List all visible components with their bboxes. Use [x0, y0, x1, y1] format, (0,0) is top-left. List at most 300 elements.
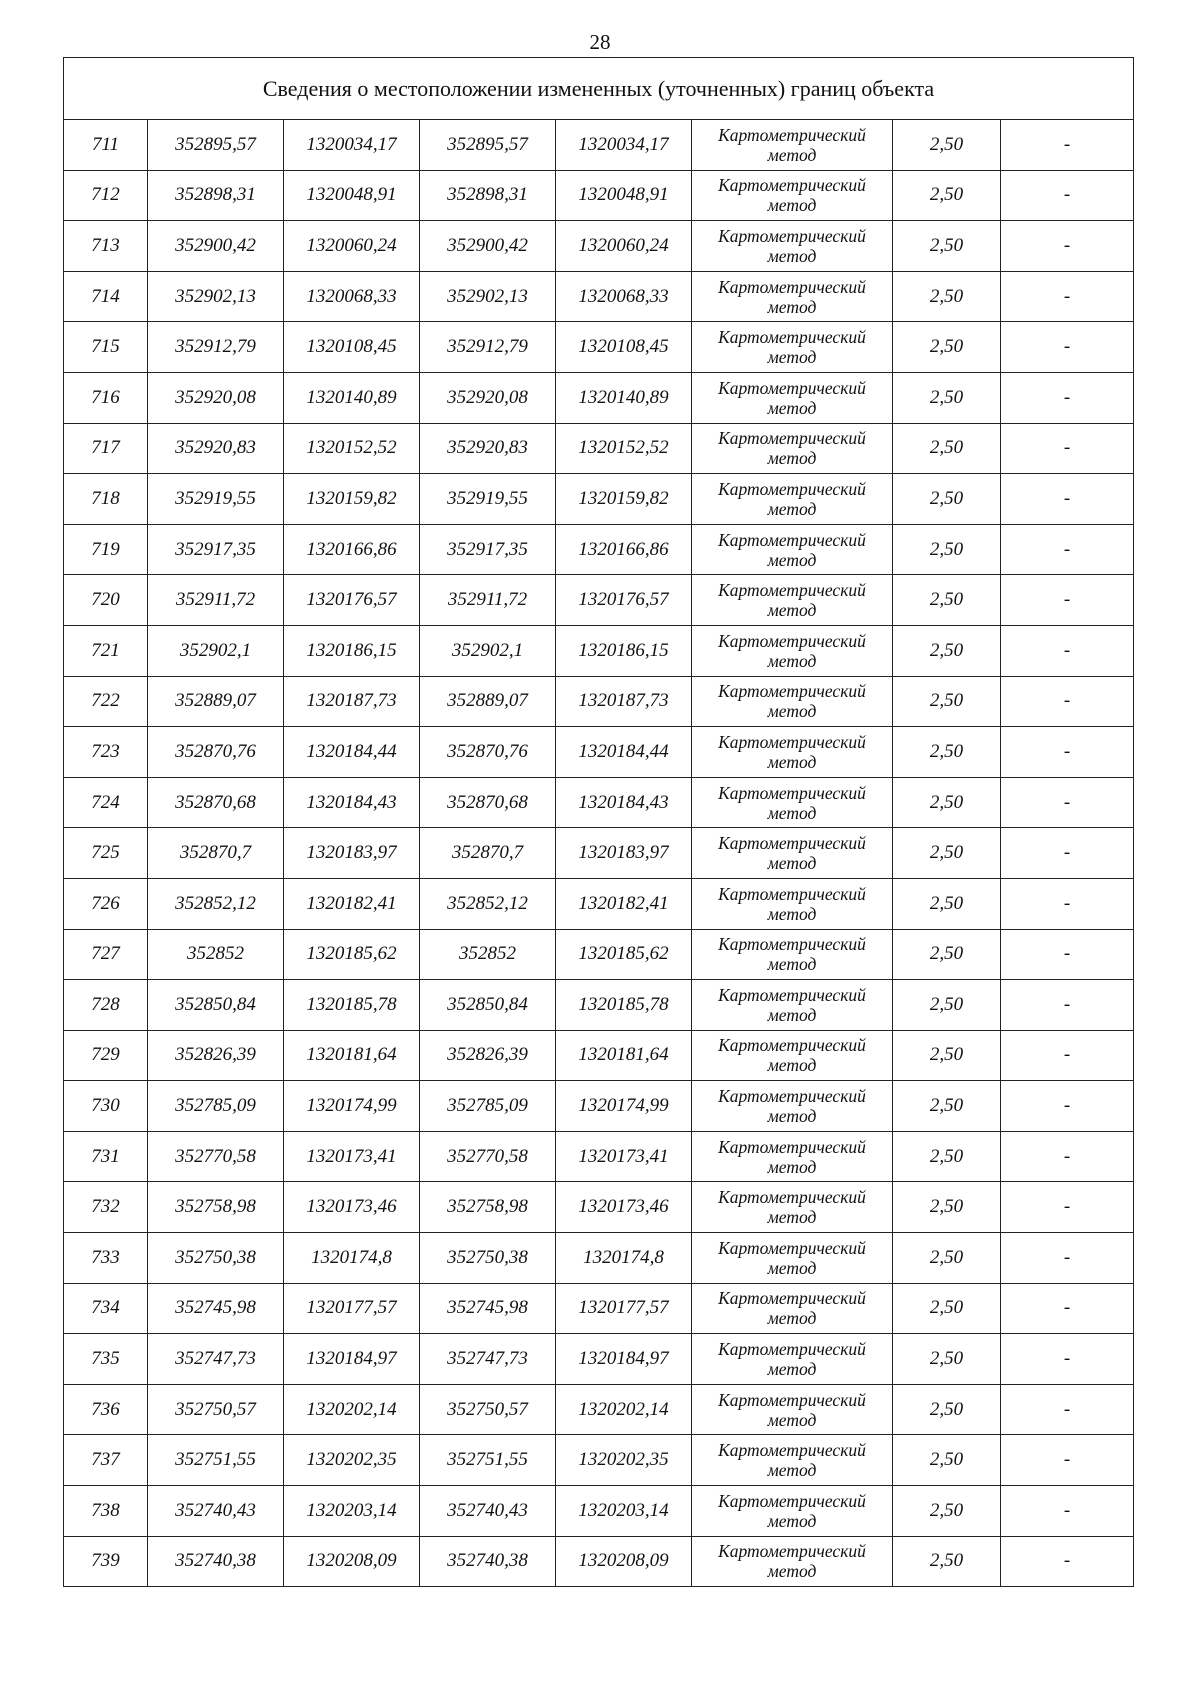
y-existing-cell: 1320166,86	[284, 524, 420, 575]
method-line-2: метод	[767, 701, 817, 722]
x-existing-cell: 352750,57	[148, 1384, 284, 1435]
description-cell: -	[1001, 1283, 1134, 1334]
table-row	[64, 1536, 1134, 1587]
method-line-2: метод	[767, 195, 817, 216]
accuracy-cell: 2,50	[893, 120, 1001, 171]
description-cell: -	[1001, 828, 1134, 879]
y-new-cell: 1320176,57	[556, 575, 692, 626]
y-existing-cell: 1320185,62	[284, 929, 420, 980]
description-cell: -	[1001, 980, 1134, 1031]
table-row	[64, 878, 1134, 929]
y-existing-cell: 1320177,57	[284, 1283, 420, 1334]
point-number-cell: 715	[64, 322, 148, 373]
point-number-cell: 733	[64, 1233, 148, 1284]
x-new-cell: 352758,98	[420, 1182, 556, 1233]
method-cell	[692, 1384, 893, 1435]
x-new-cell: 352747,73	[420, 1334, 556, 1385]
accuracy-cell: 2,50	[893, 1536, 1001, 1587]
x-new-cell: 352902,1	[420, 625, 556, 676]
table-row	[64, 575, 1134, 626]
x-existing-cell: 352870,76	[148, 727, 284, 778]
method-line-1: Картометрический	[718, 731, 866, 752]
y-new-cell: 1320202,35	[556, 1435, 692, 1486]
method-line-1: Картометрический	[718, 833, 866, 854]
accuracy-cell: 2,50	[893, 1233, 1001, 1284]
description-cell: -	[1001, 170, 1134, 221]
point-number-cell: 711	[64, 120, 148, 171]
method-line-2: метод	[767, 1308, 817, 1329]
x-existing-cell: 352919,55	[148, 474, 284, 525]
point-number-cell: 729	[64, 1030, 148, 1081]
method-cell	[692, 727, 893, 778]
x-existing-cell: 352745,98	[148, 1283, 284, 1334]
x-new-cell: 352900,42	[420, 221, 556, 272]
x-new-cell: 352889,07	[420, 676, 556, 727]
method-line-2: метод	[767, 802, 817, 823]
y-new-cell: 1320184,43	[556, 777, 692, 828]
table-row	[64, 777, 1134, 828]
description-cell: -	[1001, 221, 1134, 272]
table-row	[64, 980, 1134, 1031]
y-existing-cell: 1320173,46	[284, 1182, 420, 1233]
accuracy-cell: 2,50	[893, 322, 1001, 373]
accuracy-cell: 2,50	[893, 1435, 1001, 1486]
x-new-cell: 352770,58	[420, 1131, 556, 1182]
y-new-cell: 1320174,99	[556, 1081, 692, 1132]
method-cell	[692, 1182, 893, 1233]
point-number-cell: 734	[64, 1283, 148, 1334]
method-cell	[692, 777, 893, 828]
y-new-cell: 1320186,15	[556, 625, 692, 676]
y-new-cell: 1320183,97	[556, 828, 692, 879]
x-existing-cell: 352850,84	[148, 980, 284, 1031]
method-line-1: Картометрический	[718, 124, 866, 145]
x-existing-cell: 352852,12	[148, 878, 284, 929]
table-row	[64, 625, 1134, 676]
accuracy-cell: 2,50	[893, 1384, 1001, 1435]
x-existing-cell: 352920,08	[148, 372, 284, 423]
accuracy-cell: 2,50	[893, 1081, 1001, 1132]
y-new-cell: 1320185,62	[556, 929, 692, 980]
method-cell	[692, 575, 893, 626]
table-row	[64, 828, 1134, 879]
description-cell: -	[1001, 322, 1134, 373]
y-new-cell: 1320068,33	[556, 271, 692, 322]
x-new-cell: 352902,13	[420, 271, 556, 322]
description-cell: -	[1001, 1131, 1134, 1182]
y-existing-cell: 1320173,41	[284, 1131, 420, 1182]
x-existing-cell: 352870,7	[148, 828, 284, 879]
accuracy-cell: 2,50	[893, 271, 1001, 322]
x-new-cell: 352750,57	[420, 1384, 556, 1435]
method-line-2: метод	[767, 498, 817, 519]
table-caption: Сведения о местоположении измененных (уточненных) границ объекта	[64, 58, 1134, 120]
x-new-cell: 352852	[420, 929, 556, 980]
y-new-cell: 1320208,09	[556, 1536, 692, 1587]
accuracy-cell: 2,50	[893, 1030, 1001, 1081]
method-line-1: Картометрический	[718, 1339, 866, 1360]
method-line-1: Картометрический	[718, 934, 866, 955]
accuracy-cell: 2,50	[893, 828, 1001, 879]
x-existing-cell: 352920,83	[148, 423, 284, 474]
y-existing-cell: 1320202,14	[284, 1384, 420, 1435]
table-row	[64, 423, 1134, 474]
method-line-1: Картометрический	[718, 580, 866, 601]
method-line-1: Картометрический	[718, 1237, 866, 1258]
y-new-cell: 1320187,73	[556, 676, 692, 727]
table-row	[64, 474, 1134, 525]
point-number-cell: 714	[64, 271, 148, 322]
method-cell	[692, 929, 893, 980]
method-line-2: метод	[767, 1207, 817, 1228]
x-new-cell: 352826,39	[420, 1030, 556, 1081]
method-cell	[692, 625, 893, 676]
x-existing-cell: 352911,72	[148, 575, 284, 626]
method-line-2: метод	[767, 600, 817, 621]
method-line-2: метод	[767, 1106, 817, 1127]
point-number-cell: 724	[64, 777, 148, 828]
x-existing-cell: 352785,09	[148, 1081, 284, 1132]
y-existing-cell: 1320068,33	[284, 271, 420, 322]
x-new-cell: 352870,68	[420, 777, 556, 828]
y-new-cell: 1320159,82	[556, 474, 692, 525]
table-caption-row	[64, 58, 1134, 120]
description-cell: -	[1001, 676, 1134, 727]
x-existing-cell: 352740,43	[148, 1486, 284, 1537]
method-cell	[692, 1334, 893, 1385]
y-new-cell: 1320177,57	[556, 1283, 692, 1334]
table-row	[64, 170, 1134, 221]
y-new-cell: 1320181,64	[556, 1030, 692, 1081]
description-cell: -	[1001, 1435, 1134, 1486]
x-existing-cell: 352751,55	[148, 1435, 284, 1486]
method-cell	[692, 1283, 893, 1334]
method-line-1: Картометрический	[718, 1389, 866, 1410]
table-row	[64, 271, 1134, 322]
method-line-1: Картометрический	[718, 1187, 866, 1208]
method-line-2: метод	[767, 1156, 817, 1177]
x-new-cell: 352895,57	[420, 120, 556, 171]
accuracy-cell: 2,50	[893, 980, 1001, 1031]
x-existing-cell: 352912,79	[148, 322, 284, 373]
method-cell	[692, 372, 893, 423]
method-line-2: метод	[767, 296, 817, 317]
accuracy-cell: 2,50	[893, 878, 1001, 929]
boundary-coordinates-table	[63, 57, 1134, 1587]
y-new-cell: 1320034,17	[556, 120, 692, 171]
point-number-cell: 719	[64, 524, 148, 575]
point-number-cell: 731	[64, 1131, 148, 1182]
method-line-1: Картометрический	[718, 630, 866, 651]
point-number-cell: 721	[64, 625, 148, 676]
table-row	[64, 1334, 1134, 1385]
table-row	[64, 1283, 1134, 1334]
x-new-cell: 352852,12	[420, 878, 556, 929]
y-new-cell: 1320184,44	[556, 727, 692, 778]
x-existing-cell: 352747,73	[148, 1334, 284, 1385]
accuracy-cell: 2,50	[893, 575, 1001, 626]
x-new-cell: 352870,7	[420, 828, 556, 879]
point-number-cell: 737	[64, 1435, 148, 1486]
x-new-cell: 352917,35	[420, 524, 556, 575]
method-line-1: Картометрический	[718, 478, 866, 499]
point-number-cell: 718	[64, 474, 148, 525]
method-cell	[692, 1131, 893, 1182]
x-existing-cell: 352770,58	[148, 1131, 284, 1182]
method-line-1: Картометрический	[718, 1440, 866, 1461]
description-cell: -	[1001, 777, 1134, 828]
accuracy-cell: 2,50	[893, 1334, 1001, 1385]
x-new-cell: 352785,09	[420, 1081, 556, 1132]
method-cell	[692, 878, 893, 929]
point-number-cell: 735	[64, 1334, 148, 1385]
x-existing-cell: 352902,1	[148, 625, 284, 676]
method-line-1: Картометрический	[718, 1035, 866, 1056]
accuracy-cell: 2,50	[893, 1283, 1001, 1334]
y-new-cell: 1320048,91	[556, 170, 692, 221]
x-new-cell: 352911,72	[420, 575, 556, 626]
method-line-1: Картометрический	[718, 1136, 866, 1157]
method-line-2: метод	[767, 650, 817, 671]
table-row	[64, 1435, 1134, 1486]
y-existing-cell: 1320060,24	[284, 221, 420, 272]
description-cell: -	[1001, 1334, 1134, 1385]
method-cell	[692, 221, 893, 272]
accuracy-cell: 2,50	[893, 1182, 1001, 1233]
accuracy-cell: 2,50	[893, 1131, 1001, 1182]
method-line-1: Картометрический	[718, 327, 866, 348]
y-existing-cell: 1320176,57	[284, 575, 420, 626]
method-cell	[692, 120, 893, 171]
description-cell: -	[1001, 372, 1134, 423]
method-line-1: Картометрический	[718, 681, 866, 702]
description-cell: -	[1001, 120, 1134, 171]
accuracy-cell: 2,50	[893, 474, 1001, 525]
method-cell	[692, 1081, 893, 1132]
x-existing-cell: 352902,13	[148, 271, 284, 322]
method-line-1: Картометрический	[718, 1086, 866, 1107]
table-row	[64, 676, 1134, 727]
y-new-cell: 1320173,41	[556, 1131, 692, 1182]
point-number-cell: 739	[64, 1536, 148, 1587]
method-cell	[692, 676, 893, 727]
y-existing-cell: 1320183,97	[284, 828, 420, 879]
y-existing-cell: 1320202,35	[284, 1435, 420, 1486]
y-new-cell: 1320060,24	[556, 221, 692, 272]
point-number-cell: 723	[64, 727, 148, 778]
table-row	[64, 1030, 1134, 1081]
method-line-2: метод	[767, 1359, 817, 1380]
y-existing-cell: 1320184,44	[284, 727, 420, 778]
table-row	[64, 221, 1134, 272]
point-number-cell: 725	[64, 828, 148, 879]
method-line-2: метод	[767, 144, 817, 165]
method-cell	[692, 980, 893, 1031]
y-existing-cell: 1320208,09	[284, 1536, 420, 1587]
table-row	[64, 1131, 1134, 1182]
description-cell: -	[1001, 271, 1134, 322]
method-cell	[692, 322, 893, 373]
method-cell	[692, 524, 893, 575]
y-new-cell: 1320166,86	[556, 524, 692, 575]
y-new-cell: 1320140,89	[556, 372, 692, 423]
table-row	[64, 524, 1134, 575]
description-cell: -	[1001, 1384, 1134, 1435]
method-cell	[692, 828, 893, 879]
y-existing-cell: 1320159,82	[284, 474, 420, 525]
x-existing-cell: 352750,38	[148, 1233, 284, 1284]
accuracy-cell: 2,50	[893, 372, 1001, 423]
x-existing-cell: 352895,57	[148, 120, 284, 171]
x-existing-cell: 352889,07	[148, 676, 284, 727]
x-existing-cell: 352870,68	[148, 777, 284, 828]
y-new-cell: 1320173,46	[556, 1182, 692, 1233]
description-cell: -	[1001, 524, 1134, 575]
method-line-1: Картометрический	[718, 1490, 866, 1511]
y-existing-cell: 1320034,17	[284, 120, 420, 171]
y-new-cell: 1320174,8	[556, 1233, 692, 1284]
point-number-cell: 732	[64, 1182, 148, 1233]
method-cell	[692, 170, 893, 221]
method-line-1: Картометрический	[718, 276, 866, 297]
accuracy-cell: 2,50	[893, 423, 1001, 474]
accuracy-cell: 2,50	[893, 170, 1001, 221]
accuracy-cell: 2,50	[893, 625, 1001, 676]
y-new-cell: 1320185,78	[556, 980, 692, 1031]
method-line-2: метод	[767, 347, 817, 368]
method-cell	[692, 423, 893, 474]
method-cell	[692, 1536, 893, 1587]
x-existing-cell: 352852	[148, 929, 284, 980]
table-row	[64, 1486, 1134, 1537]
method-line-1: Картометрический	[718, 984, 866, 1005]
method-line-2: метод	[767, 1055, 817, 1076]
table-row	[64, 322, 1134, 373]
description-cell: -	[1001, 1030, 1134, 1081]
method-line-1: Картометрический	[718, 377, 866, 398]
method-line-2: метод	[767, 448, 817, 469]
method-cell	[692, 1435, 893, 1486]
point-number-cell: 722	[64, 676, 148, 727]
method-line-2: метод	[767, 1561, 817, 1582]
y-existing-cell: 1320174,8	[284, 1233, 420, 1284]
point-number-cell: 713	[64, 221, 148, 272]
method-line-2: метод	[767, 751, 817, 772]
method-line-1: Картометрический	[718, 1541, 866, 1562]
x-new-cell: 352898,31	[420, 170, 556, 221]
y-new-cell: 1320182,41	[556, 878, 692, 929]
method-line-2: метод	[767, 954, 817, 975]
table-row	[64, 372, 1134, 423]
y-existing-cell: 1320184,97	[284, 1334, 420, 1385]
method-line-1: Картометрический	[718, 175, 866, 196]
method-line-2: метод	[767, 1510, 817, 1531]
x-new-cell: 352751,55	[420, 1435, 556, 1486]
method-line-1: Картометрический	[718, 529, 866, 550]
x-new-cell: 352750,38	[420, 1233, 556, 1284]
point-number-cell: 720	[64, 575, 148, 626]
x-new-cell: 352745,98	[420, 1283, 556, 1334]
description-cell: -	[1001, 1182, 1134, 1233]
description-cell: -	[1001, 423, 1134, 474]
method-cell	[692, 474, 893, 525]
y-existing-cell: 1320048,91	[284, 170, 420, 221]
y-existing-cell: 1320186,15	[284, 625, 420, 676]
point-number-cell: 727	[64, 929, 148, 980]
y-new-cell: 1320184,97	[556, 1334, 692, 1385]
description-cell: -	[1001, 474, 1134, 525]
y-existing-cell: 1320187,73	[284, 676, 420, 727]
x-new-cell: 352740,43	[420, 1486, 556, 1537]
method-line-1: Картометрический	[718, 782, 866, 803]
y-new-cell: 1320203,14	[556, 1486, 692, 1537]
x-new-cell: 352850,84	[420, 980, 556, 1031]
point-number-cell: 716	[64, 372, 148, 423]
y-existing-cell: 1320181,64	[284, 1030, 420, 1081]
method-line-2: метод	[767, 903, 817, 924]
page-number: 28	[589, 30, 611, 54]
y-new-cell: 1320152,52	[556, 423, 692, 474]
method-cell	[692, 1030, 893, 1081]
method-cell	[692, 1486, 893, 1537]
y-existing-cell: 1320140,89	[284, 372, 420, 423]
x-new-cell: 352920,08	[420, 372, 556, 423]
accuracy-cell: 2,50	[893, 524, 1001, 575]
table-row	[64, 1384, 1134, 1435]
x-new-cell: 352919,55	[420, 474, 556, 525]
x-existing-cell: 352758,98	[148, 1182, 284, 1233]
method-line-2: метод	[767, 397, 817, 418]
x-existing-cell: 352898,31	[148, 170, 284, 221]
method-line-2: метод	[767, 245, 817, 266]
point-number-cell: 726	[64, 878, 148, 929]
description-cell: -	[1001, 878, 1134, 929]
table-row	[64, 929, 1134, 980]
accuracy-cell: 2,50	[893, 676, 1001, 727]
point-number-cell: 736	[64, 1384, 148, 1435]
x-existing-cell: 352917,35	[148, 524, 284, 575]
x-new-cell: 352912,79	[420, 322, 556, 373]
y-existing-cell: 1320152,52	[284, 423, 420, 474]
method-line-2: метод	[767, 1460, 817, 1481]
y-existing-cell: 1320182,41	[284, 878, 420, 929]
method-line-2: метод	[767, 1004, 817, 1025]
y-new-cell: 1320108,45	[556, 322, 692, 373]
description-cell: -	[1001, 929, 1134, 980]
method-line-1: Картометрический	[718, 1288, 866, 1309]
accuracy-cell: 2,50	[893, 1486, 1001, 1537]
x-existing-cell: 352900,42	[148, 221, 284, 272]
method-cell	[692, 271, 893, 322]
accuracy-cell: 2,50	[893, 727, 1001, 778]
table-row	[64, 727, 1134, 778]
x-new-cell: 352920,83	[420, 423, 556, 474]
method-line-1: Картометрический	[718, 428, 866, 449]
description-cell: -	[1001, 1081, 1134, 1132]
y-existing-cell: 1320203,14	[284, 1486, 420, 1537]
method-line-1: Картометрический	[718, 225, 866, 246]
description-cell: -	[1001, 727, 1134, 778]
y-existing-cell: 1320174,99	[284, 1081, 420, 1132]
point-number-cell: 738	[64, 1486, 148, 1537]
point-number-cell: 712	[64, 170, 148, 221]
point-number-cell: 728	[64, 980, 148, 1031]
x-new-cell: 352740,38	[420, 1536, 556, 1587]
point-number-cell: 730	[64, 1081, 148, 1132]
y-existing-cell: 1320185,78	[284, 980, 420, 1031]
y-existing-cell: 1320108,45	[284, 322, 420, 373]
method-line-2: метод	[767, 853, 817, 874]
